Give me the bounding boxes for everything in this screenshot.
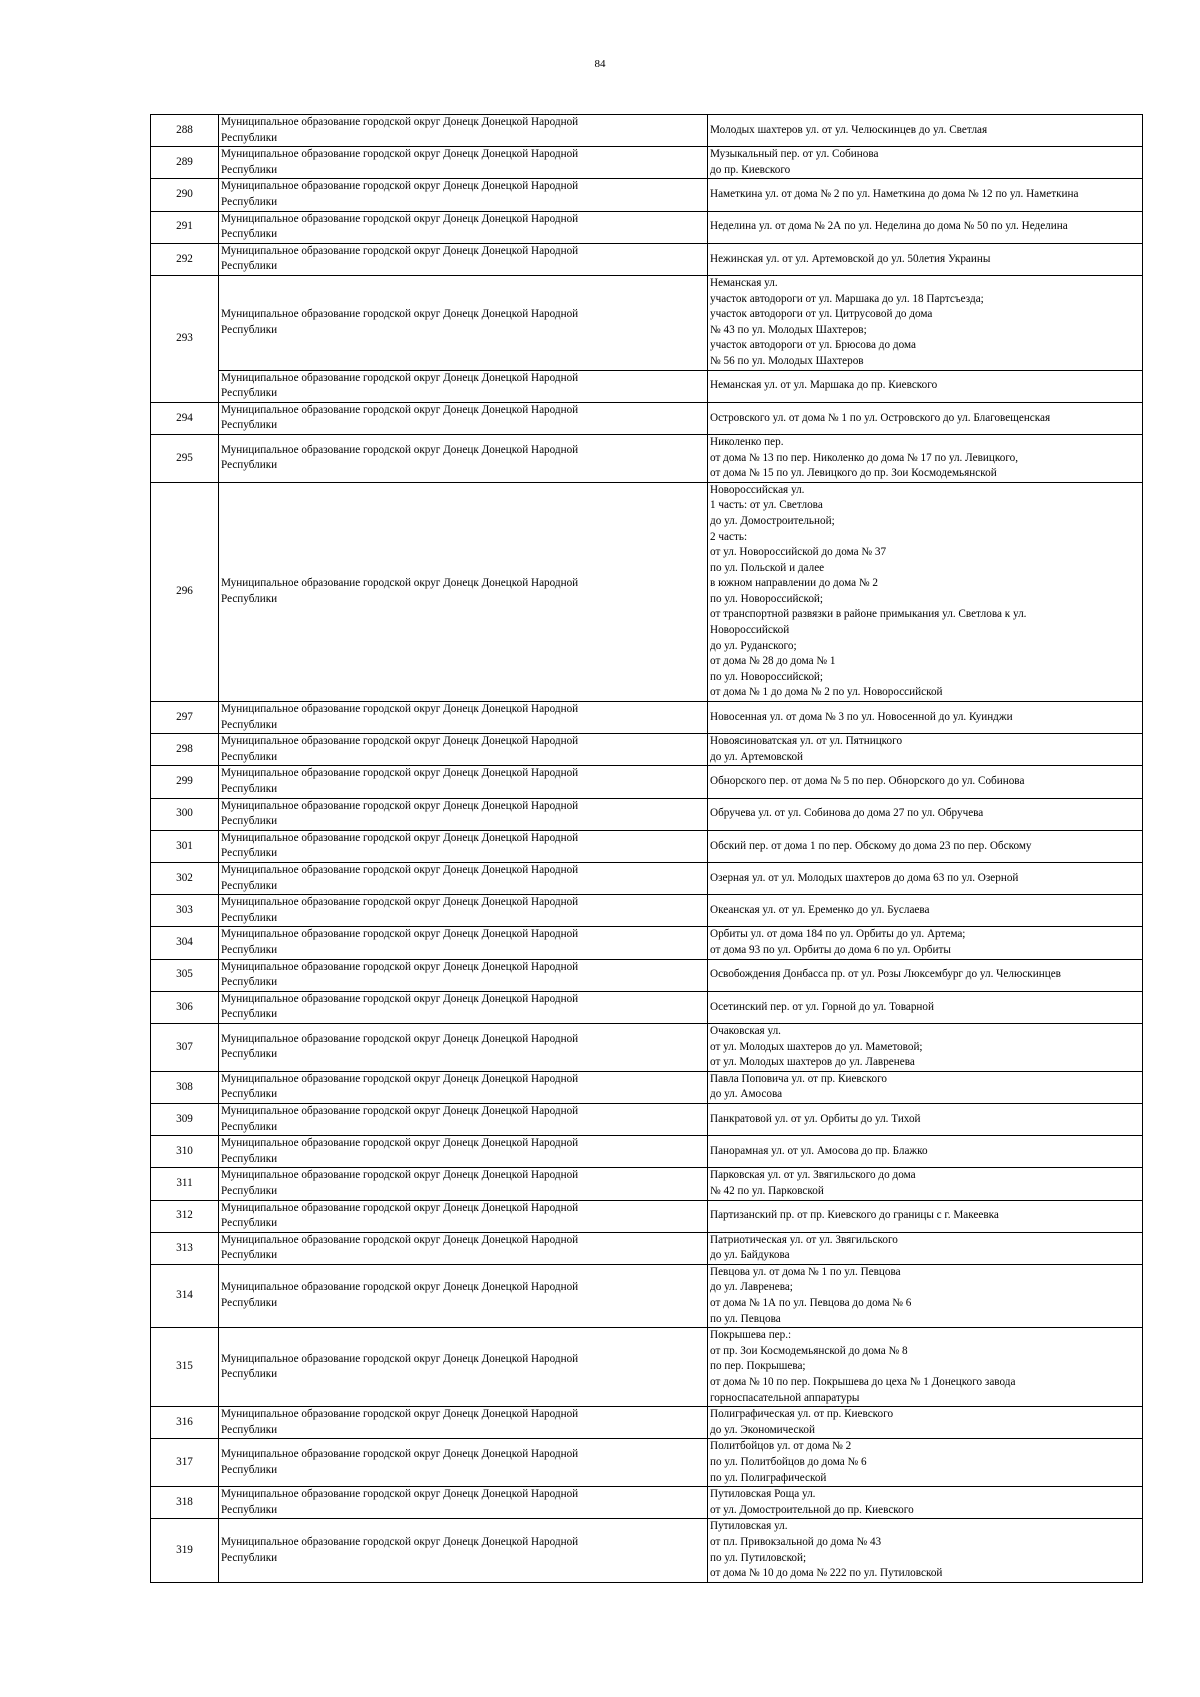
cell-line: 1 часть: от ул. Светлова: [710, 499, 823, 512]
cell-line: Партизанский пр. от пр. Киевского до границы с г. Макеевка: [710, 1209, 999, 1222]
cell-line: Республики: [221, 911, 278, 924]
cell-line: по пер. Покрышева;: [710, 1360, 806, 1373]
table-row: [151, 1264, 1143, 1327]
organization-cell: [219, 115, 708, 147]
table-row: [151, 1328, 1143, 1407]
cell-line: Республики: [221, 1217, 278, 1230]
cell-line: Республики: [221, 1503, 278, 1516]
address-cell: [708, 402, 1143, 434]
row-number: 291: [151, 211, 219, 243]
table-row: [151, 798, 1143, 830]
cell-line: Орбиты ул. от дома 184 по ул. Орбиты до ул. Артема;: [710, 928, 966, 941]
row-number: 304: [151, 927, 219, 959]
organization-cell: [219, 927, 708, 959]
cell-line: Муниципальное образование городской округ Донецк Донецкой Народной: [221, 403, 579, 416]
cell-line: Муниципальное образование городской округ Донецк Донецкой Народной: [221, 443, 579, 456]
cell-line: Муниципальное образование городской округ Донецк Донецкой Народной: [221, 244, 579, 257]
row-number: 297: [151, 702, 219, 734]
cell-line: по ул. Политбойцов до дома № 6: [710, 1456, 867, 1469]
cell-line: Новосенная ул. от дома № 3 по ул. Новосенной до ул. Куинджи: [710, 710, 1013, 723]
organization-cell: [219, 991, 708, 1023]
table-row: [151, 927, 1143, 959]
address-cell: [708, 1232, 1143, 1264]
table-row: [151, 863, 1143, 895]
cell-line: Патриотическая ул. от ул. Звягильского: [710, 1233, 898, 1246]
organization-cell: [219, 1168, 708, 1200]
table-row: [151, 1232, 1143, 1264]
organization-cell: [219, 1200, 708, 1232]
cell-line: Республики: [221, 1088, 278, 1101]
row-number: 316: [151, 1407, 219, 1439]
organization-cell: [219, 275, 708, 370]
cell-line: Океанская ул. от ул. Еременко до ул. Буслаева: [710, 904, 930, 917]
cell-line: Республики: [221, 1120, 278, 1133]
cell-line: Муниципальное образование городской округ Донецк Донецкой Народной: [221, 1072, 579, 1085]
cell-line: Республики: [221, 1008, 278, 1021]
address-cell: [708, 766, 1143, 798]
row-number: 318: [151, 1487, 219, 1519]
row-number: 298: [151, 734, 219, 766]
row-number: 319: [151, 1519, 219, 1582]
table-row: [151, 482, 1143, 701]
address-cell: [708, 1023, 1143, 1071]
address-cell: [708, 211, 1143, 243]
cell-line: от пр. Зои Космодемьянской до дома № 8: [710, 1344, 908, 1357]
cell-line: от дома № 10 до дома № 222 по ул. Путиловской: [710, 1567, 943, 1580]
address-cell: [708, 275, 1143, 370]
cell-line: Муниципальное образование городской округ Донецк Донецкой Народной: [221, 1169, 579, 1182]
cell-line: Неманская ул. от ул. Маршака до пр. Киевского: [710, 379, 938, 392]
cell-line: Покрышева пер.:: [710, 1329, 792, 1342]
cell-line: Муниципальное образование городской округ Донецк Донецкой Народной: [221, 1137, 579, 1150]
address-cell: [708, 1519, 1143, 1582]
organization-cell: [219, 243, 708, 275]
organization-cell: [219, 434, 708, 482]
table-row: [151, 179, 1143, 211]
address-cell: [708, 434, 1143, 482]
cell-line: Республики: [221, 195, 278, 208]
cell-line: Муниципальное образование городской округ Донецк Донецкой Народной: [221, 1281, 579, 1294]
table-row: [151, 243, 1143, 275]
organization-cell: [219, 1071, 708, 1103]
cell-line: участок автодороги от ул. Брюсова до дома: [710, 339, 916, 352]
address-cell: [708, 991, 1143, 1023]
cell-line: Муниципальное образование городской округ Донецк Донецкой Народной: [221, 371, 579, 384]
table-row: [151, 1407, 1143, 1439]
address-cell: [708, 1264, 1143, 1327]
cell-line: Молодых шахтеров ул. от ул. Челюскинцев до ул. Светлая: [710, 123, 988, 136]
cell-line: по ул. Певцова: [710, 1312, 781, 1325]
cell-line: Путиловская Роща ул.: [710, 1488, 816, 1501]
cell-line: до ул. Экономической: [710, 1423, 815, 1436]
row-number: 296: [151, 482, 219, 701]
table-row: [151, 1071, 1143, 1103]
cell-line: участок автодороги от ул. Маршака до ул. 18 Партсъезда;: [710, 292, 984, 305]
organization-cell: [219, 1232, 708, 1264]
table-row: [151, 1439, 1143, 1487]
cell-line: Муниципальное образование городской округ Донецк Донецкой Народной: [221, 577, 579, 590]
registry-body: [151, 115, 1143, 1583]
cell-line: до ул. Домостроительной;: [710, 514, 835, 527]
cell-line: Муниципальное образование городской округ Донецк Донецкой Народной: [221, 1032, 579, 1045]
address-cell: [708, 1168, 1143, 1200]
cell-line: Муниципальное образование городской округ Донецк Донецкой Народной: [221, 735, 579, 748]
cell-line: Осетинский пер. от ул. Горной до ул. Товарной: [710, 1000, 934, 1013]
address-cell: [708, 243, 1143, 275]
table-row: [151, 115, 1143, 147]
cell-line: Муниципальное образование городской округ Донецк Донецкой Народной: [221, 116, 579, 128]
organization-cell: [219, 863, 708, 895]
address-cell: [708, 1071, 1143, 1103]
cell-line: до пр. Киевского: [710, 163, 791, 176]
cell-line: Муниципальное образование городской округ Донецк Донецкой Народной: [221, 180, 579, 193]
row-number: 292: [151, 243, 219, 275]
cell-line: Муниципальное образование городской округ Донецк Донецкой Народной: [221, 831, 579, 844]
cell-line: от ул. Молодых шахтеров до ул. Лавренева: [710, 1056, 915, 1069]
cell-line: Республики: [221, 1048, 278, 1061]
cell-line: Николенко пер.: [710, 435, 784, 448]
row-number: 308: [151, 1071, 219, 1103]
cell-line: участок автодороги от ул. Цитрусовой до дома: [710, 308, 933, 321]
address-cell: [708, 370, 1143, 402]
cell-line: до ул. Артемовской: [710, 750, 804, 763]
row-number: 315: [151, 1328, 219, 1407]
row-number: 305: [151, 959, 219, 991]
address-cell: [708, 1328, 1143, 1407]
organization-cell: [219, 147, 708, 179]
row-number: 303: [151, 895, 219, 927]
cell-line: Музыкальный пер. от ул. Собинова: [710, 148, 879, 161]
table-row: [151, 1519, 1143, 1582]
organization-cell: [219, 830, 708, 862]
cell-line: по ул. Новороссийской;: [710, 592, 824, 605]
organization-cell: [219, 402, 708, 434]
cell-line: от пл. Привокзальной до дома № 43: [710, 1536, 882, 1549]
row-number: 293: [151, 275, 219, 402]
address-cell: [708, 798, 1143, 830]
row-number: 313: [151, 1232, 219, 1264]
address-cell: [708, 863, 1143, 895]
cell-line: Новороссийская ул.: [710, 483, 805, 496]
cell-line: Муниципальное образование городской округ Донецк Донецкой Народной: [221, 992, 579, 1005]
cell-line: Республики: [221, 260, 278, 273]
cell-line: № 42 по ул. Парковской: [710, 1184, 824, 1197]
cell-line: Новороссийской: [710, 624, 790, 637]
cell-line: Муниципальное образование городской округ Донецк Донецкой Народной: [221, 148, 579, 161]
cell-line: Озерная ул. от ул. Молодых шахтеров до дома 63 по ул. Озерной: [710, 871, 1019, 884]
cell-line: Певцова ул. от дома № 1 по ул. Певцова: [710, 1265, 901, 1278]
organization-cell: [219, 1519, 708, 1582]
cell-line: Республики: [221, 131, 278, 144]
cell-line: в южном направлении до дома № 2: [710, 577, 878, 590]
cell-line: Республики: [221, 750, 278, 763]
cell-line: до ул. Амосова: [710, 1088, 783, 1101]
cell-line: Муниципальное образование городской округ Донецк Донецкой Народной: [221, 1201, 579, 1214]
address-cell: [708, 1487, 1143, 1519]
cell-line: Муниципальное образование городской округ Донецк Донецкой Народной: [221, 212, 579, 225]
cell-line: Республики: [221, 592, 278, 605]
cell-line: от дома № 13 по пер. Николенко до дома № 17 по ул. Левицкого,: [710, 451, 1019, 464]
organization-cell: [219, 1407, 708, 1439]
cell-line: до ул. Лавренева;: [710, 1281, 793, 1294]
cell-line: Муниципальное образование городской округ Донецк Донецкой Народной: [221, 1233, 579, 1246]
cell-line: Павла Поповича ул. от пр. Киевского: [710, 1072, 887, 1085]
address-cell: [708, 1103, 1143, 1135]
cell-line: Неманская ул.: [710, 276, 778, 289]
cell-line: Республики: [221, 1297, 278, 1310]
cell-line: Республики: [221, 323, 278, 336]
cell-line: Панкратовой ул. от ул. Орбиты до ул. Тихой: [710, 1112, 921, 1125]
cell-line: Муниципальное образование городской округ Донецк Донецкой Народной: [221, 1352, 579, 1365]
organization-cell: [219, 1136, 708, 1168]
cell-line: Муниципальное образование городской округ Донецк Донецкой Народной: [221, 896, 579, 909]
row-number: 307: [151, 1023, 219, 1071]
organization-cell: [219, 1103, 708, 1135]
cell-line: Муниципальное образование городской округ Донецк Донецкой Народной: [221, 703, 579, 716]
cell-line: от ул. Домостроительной до пр. Киевского: [710, 1503, 914, 1516]
cell-line: от ул. Молодых шахтеров до ул. Маметовой;: [710, 1040, 923, 1053]
cell-line: от дома 93 по ул. Орбиты до дома 6 по ул. Орбиты: [710, 944, 951, 956]
organization-cell: [219, 179, 708, 211]
cell-line: Республики: [221, 815, 278, 828]
cell-line: Наметкина ул. от дома № 2 по ул. Наметкина до дома № 12 по ул. Наметкина: [710, 188, 1079, 201]
cell-line: Республики: [221, 1423, 278, 1436]
table-row: [151, 766, 1143, 798]
cell-line: от дома № 1 до дома № 2 по ул. Новороссийской: [710, 686, 943, 699]
organization-cell: [219, 959, 708, 991]
cell-line: Обручева ул. от ул. Собинова до дома 27 по ул. Обручева: [710, 807, 984, 820]
table-row: [151, 275, 1143, 370]
table-row: [151, 1023, 1143, 1071]
page-number: 84: [594, 58, 606, 70]
cell-line: Муниципальное образование городской округ Донецк Донецкой Народной: [221, 960, 579, 973]
cell-line: от дома № 28 до дома № 1: [710, 655, 836, 668]
cell-line: Республики: [221, 1249, 278, 1262]
address-cell: [708, 1439, 1143, 1487]
organization-cell: [219, 211, 708, 243]
organization-cell: [219, 1439, 708, 1487]
cell-line: Панорамная ул. от ул. Амосова до пр. Блажко: [710, 1144, 928, 1157]
cell-line: Муниципальное образование городской округ Донецк Донецкой Народной: [221, 1536, 579, 1549]
table-row: [151, 1103, 1143, 1135]
cell-line: 2 часть:: [710, 530, 748, 543]
table-row: [151, 370, 1143, 402]
cell-line: Республики: [221, 718, 278, 731]
cell-line: Республики: [221, 976, 278, 989]
table-row: [151, 702, 1143, 734]
cell-line: Муниципальное образование городской округ Донецк Донецкой Народной: [221, 1448, 579, 1461]
organization-cell: [219, 1487, 708, 1519]
organization-cell: [219, 1328, 708, 1407]
organization-cell: [219, 895, 708, 927]
cell-line: Полиграфическая ул. от пр. Киевского: [710, 1408, 894, 1421]
address-cell: [708, 1407, 1143, 1439]
table-row: [151, 1136, 1143, 1168]
cell-line: Республики: [221, 847, 278, 860]
cell-line: Новоясиноватская ул. от ул. Пятницкого: [710, 735, 903, 748]
cell-line: Республики: [221, 419, 278, 432]
cell-line: Муниципальное образование городской округ Донецк Донецкой Народной: [221, 1104, 579, 1117]
cell-line: до ул. Руданского;: [710, 639, 797, 652]
row-number: 309: [151, 1103, 219, 1135]
cell-line: по ул. Полиграфической: [710, 1471, 827, 1484]
address-cell: [708, 927, 1143, 959]
table-row: [151, 830, 1143, 862]
cell-line: по ул. Путиловской;: [710, 1551, 807, 1564]
address-cell: [708, 147, 1143, 179]
cell-line: до ул. Байдукова: [710, 1249, 790, 1262]
row-number: 289: [151, 147, 219, 179]
organization-cell: [219, 1264, 708, 1327]
table-row: [151, 434, 1143, 482]
cell-line: Путиловская ул.: [710, 1520, 788, 1533]
address-cell: [708, 1200, 1143, 1232]
organization-cell: [219, 482, 708, 701]
cell-line: Республики: [221, 1152, 278, 1165]
table-row: [151, 1168, 1143, 1200]
cell-line: Республики: [221, 944, 278, 956]
cell-line: Обский пер. от дома 1 по пер. Обскому до дома 23 по пер. Обскому: [710, 839, 1032, 852]
address-cell: [708, 830, 1143, 862]
row-number: 299: [151, 766, 219, 798]
cell-line: Неделина ул. от дома № 2А по ул. Неделина до дома № 50 по ул. Неделина: [710, 220, 1068, 233]
cell-line: Республики: [221, 163, 278, 176]
registry-table: [150, 114, 1143, 1583]
address-cell: [708, 1136, 1143, 1168]
table-row: [151, 1200, 1143, 1232]
cell-line: Муниципальное образование городской округ Донецк Донецкой Народной: [221, 767, 579, 780]
cell-line: Республики: [221, 1368, 278, 1381]
cell-line: Муниципальное образование городской округ Донецк Донецкой Народной: [221, 864, 579, 877]
cell-line: Республики: [221, 783, 278, 796]
cell-line: Республики: [221, 1463, 278, 1476]
table-row: [151, 734, 1143, 766]
row-number: 306: [151, 991, 219, 1023]
organization-cell: [219, 1023, 708, 1071]
cell-line: Островского ул. от дома № 1 по ул. Островского до ул. Благовещенская: [710, 411, 1051, 424]
organization-cell: [219, 766, 708, 798]
cell-line: Муниципальное образование городской округ Донецк Донецкой Народной: [221, 1408, 579, 1421]
cell-line: по ул. Новороссийской;: [710, 670, 824, 683]
address-cell: [708, 734, 1143, 766]
row-number: 294: [151, 402, 219, 434]
cell-line: горноспасательной аппаратуры: [710, 1391, 860, 1404]
cell-line: от транспортной развязки в районе примыкания ул. Светлова к ул.: [710, 608, 1027, 621]
cell-line: Муниципальное образование городской округ Донецк Донецкой Народной: [221, 308, 579, 321]
row-number: 314: [151, 1264, 219, 1327]
cell-line: от дома № 15 по ул. Левицкого до пр. Зои Космодемьянской: [710, 467, 997, 480]
organization-cell: [219, 798, 708, 830]
row-number: 295: [151, 434, 219, 482]
cell-line: Муниципальное образование городской округ Донецк Донецкой Народной: [221, 1488, 579, 1501]
cell-line: от дома № 10 по пер. Покрышева до цеха № 1 Донецкого завода: [710, 1376, 1016, 1389]
cell-line: Республики: [221, 387, 278, 400]
organization-cell: [219, 734, 708, 766]
address-cell: [708, 115, 1143, 147]
table-row: [151, 959, 1143, 991]
row-number: 302: [151, 863, 219, 895]
address-cell: [708, 179, 1143, 211]
cell-line: от дома № 1А по ул. Певцова до дома № 6: [710, 1297, 912, 1310]
cell-line: № 56 по ул. Молодых Шахтеров: [710, 354, 864, 367]
address-cell: [708, 895, 1143, 927]
cell-line: Республики: [221, 459, 278, 472]
address-cell: [708, 702, 1143, 734]
address-cell: [708, 959, 1143, 991]
table-row: [151, 147, 1143, 179]
row-number: 317: [151, 1439, 219, 1487]
row-number: 301: [151, 830, 219, 862]
organization-cell: [219, 702, 708, 734]
cell-line: Обнорского пер. от дома № 5 по пер. Обнорского до ул. Собинова: [710, 775, 1025, 788]
row-number: 312: [151, 1200, 219, 1232]
cell-line: Муниципальное образование городской округ Донецк Донецкой Народной: [221, 799, 579, 812]
table-row: [151, 1487, 1143, 1519]
table-row: [151, 895, 1143, 927]
cell-line: Политбойцов ул. от дома № 2: [710, 1440, 852, 1453]
cell-line: от ул. Новороссийской до дома № 37: [710, 546, 887, 559]
cell-line: Очаковская ул.: [710, 1024, 781, 1037]
cell-line: Муниципальное образование городской округ Донецк Донецкой Народной: [221, 928, 579, 941]
cell-line: № 43 по ул. Молодых Шахтеров;: [710, 323, 867, 336]
table-row: [151, 991, 1143, 1023]
table-row: [151, 211, 1143, 243]
table-row: [151, 402, 1143, 434]
row-number: 288: [151, 115, 219, 147]
row-number: 300: [151, 798, 219, 830]
cell-line: Республики: [221, 228, 278, 241]
cell-line: Республики: [221, 1184, 278, 1197]
cell-line: Освобождения Донбасса пр. от ул. Розы Люксембург до ул. Челюскинцев: [710, 968, 1061, 981]
organization-cell: [219, 370, 708, 402]
row-number: 290: [151, 179, 219, 211]
cell-line: Нежинская ул. от ул. Артемовской до ул. 50летия Украины: [710, 252, 991, 265]
address-cell: [708, 482, 1143, 701]
row-number: 311: [151, 1168, 219, 1200]
cell-line: по ул. Польской и далее: [710, 561, 825, 574]
row-number: 310: [151, 1136, 219, 1168]
cell-line: Республики: [221, 1551, 278, 1564]
cell-line: Парковская ул. от ул. Звягильского до дома: [710, 1169, 916, 1182]
cell-line: Республики: [221, 879, 278, 892]
